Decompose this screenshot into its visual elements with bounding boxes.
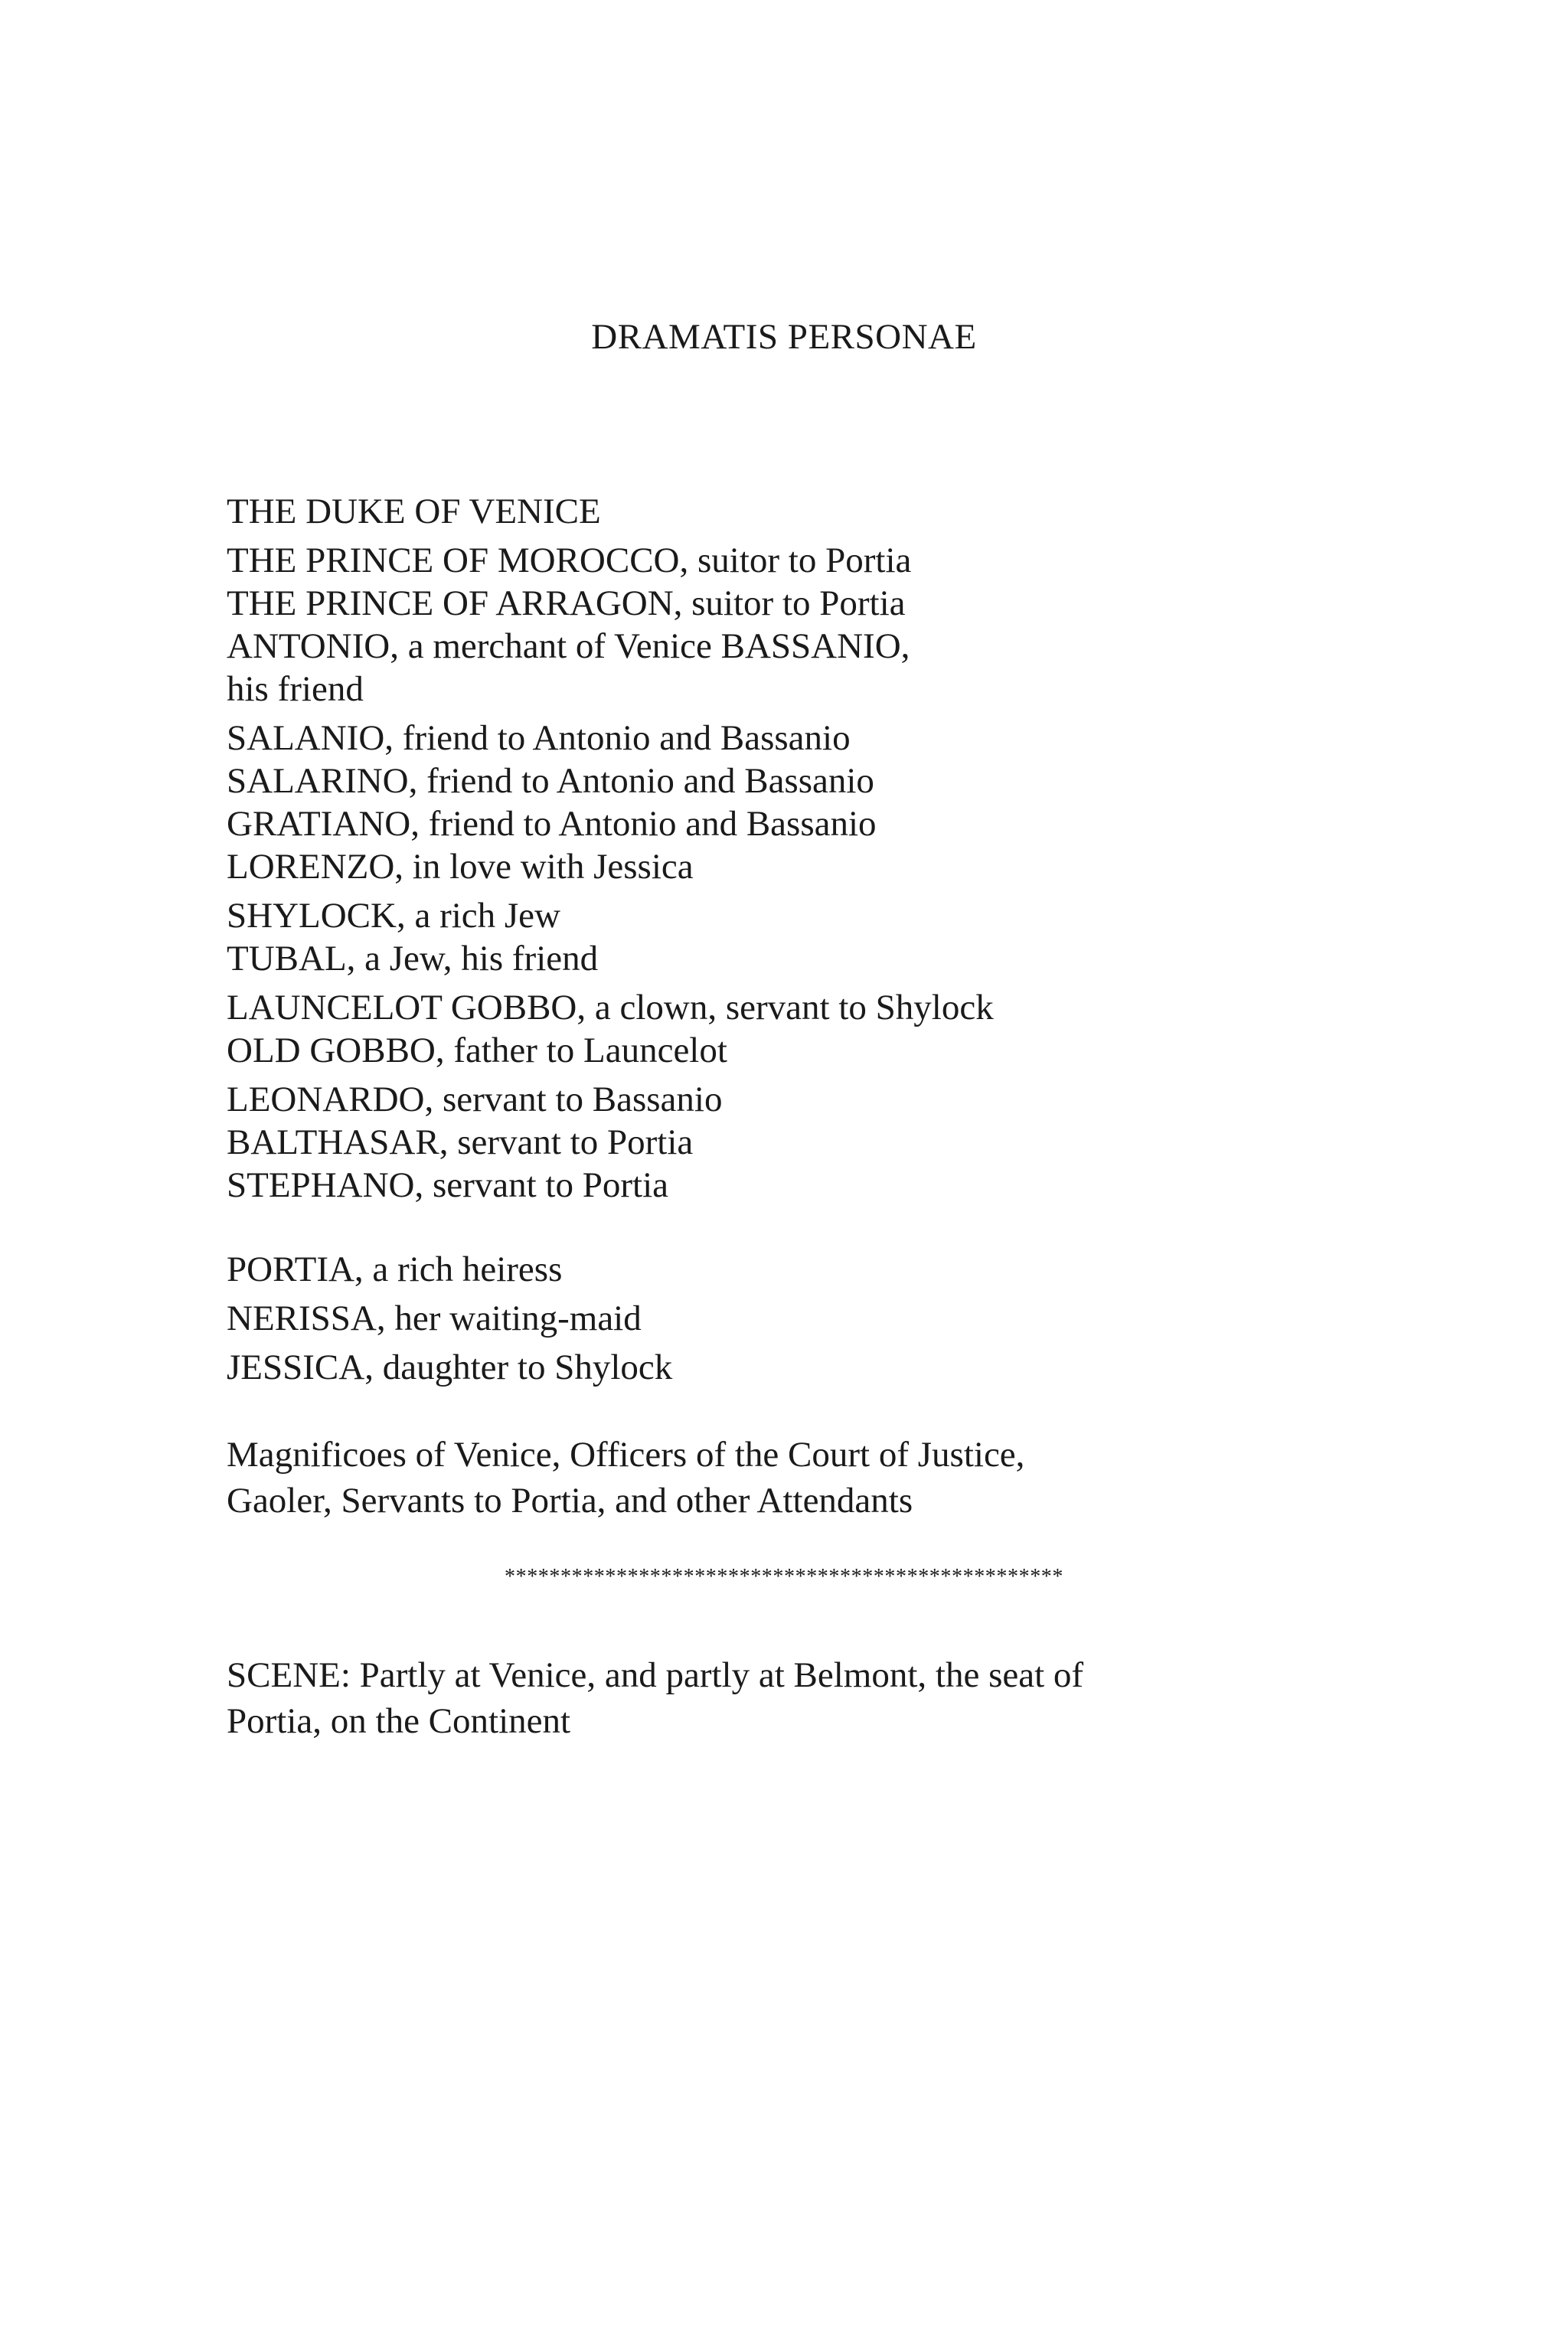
character-line: Magnificoes of Venice, Officers of the Court of Justice, xyxy=(227,1435,1025,1475)
section-separator: ************************************************** xyxy=(505,1565,1063,1589)
other-characters xyxy=(227,1433,1375,1522)
character-line: SHYLOCK, a rich Jew xyxy=(227,896,560,936)
character-line: SALARINO, friend to Antonio and Bassanio xyxy=(227,761,874,801)
character-line: TUBAL, a Jew, his friend xyxy=(227,939,599,978)
character-line: LAUNCELOT GOBBO, a clown, servant to Shylock xyxy=(227,988,994,1027)
character-line: LORENZO, in love with Jessica xyxy=(227,847,694,887)
character-line: ANTONIO, a merchant of Venice BASSANIO, xyxy=(227,626,910,666)
scene-line: SCENE: Partly at Venice, and partly at Belmont, the seat of xyxy=(227,1655,1084,1695)
character-line: THE PRINCE OF ARRAGON, suitor to Portia xyxy=(227,583,906,623)
character-line: THE DUKE OF VENICE xyxy=(227,492,601,531)
character-line: Gaoler, Servants to Portia, and other Attendants xyxy=(227,1481,913,1521)
character-line: THE PRINCE OF MOROCCO, suitor to Portia xyxy=(227,541,912,580)
character-line: OLD GOBBO, father to Launcelot xyxy=(227,1031,727,1070)
scene-line: Portia, on the Continent xyxy=(227,1701,571,1741)
male-characters-list xyxy=(227,490,1375,1207)
character-line: NERISSA, her waiting-maid xyxy=(227,1298,642,1338)
character-line: LEONARDO, servant to Bassanio xyxy=(227,1080,723,1119)
character-line: his friend xyxy=(227,669,364,709)
character-line: STEPHANO, servant to Portia xyxy=(227,1165,669,1205)
female-characters-list xyxy=(227,1248,1375,1389)
character-line: BALTHASAR, servant to Portia xyxy=(227,1122,694,1162)
character-line: JESSICA, daughter to Shylock xyxy=(227,1348,673,1387)
character-line: PORTIA, a rich heiress xyxy=(227,1250,563,1289)
page-title: DRAMATIS PERSONAE xyxy=(591,317,977,357)
character-line: SALANIO, friend to Antonio and Bassanio xyxy=(227,718,851,758)
scene-description xyxy=(227,1654,1375,1743)
character-line: GRATIANO, friend to Antonio and Bassanio xyxy=(227,804,877,844)
